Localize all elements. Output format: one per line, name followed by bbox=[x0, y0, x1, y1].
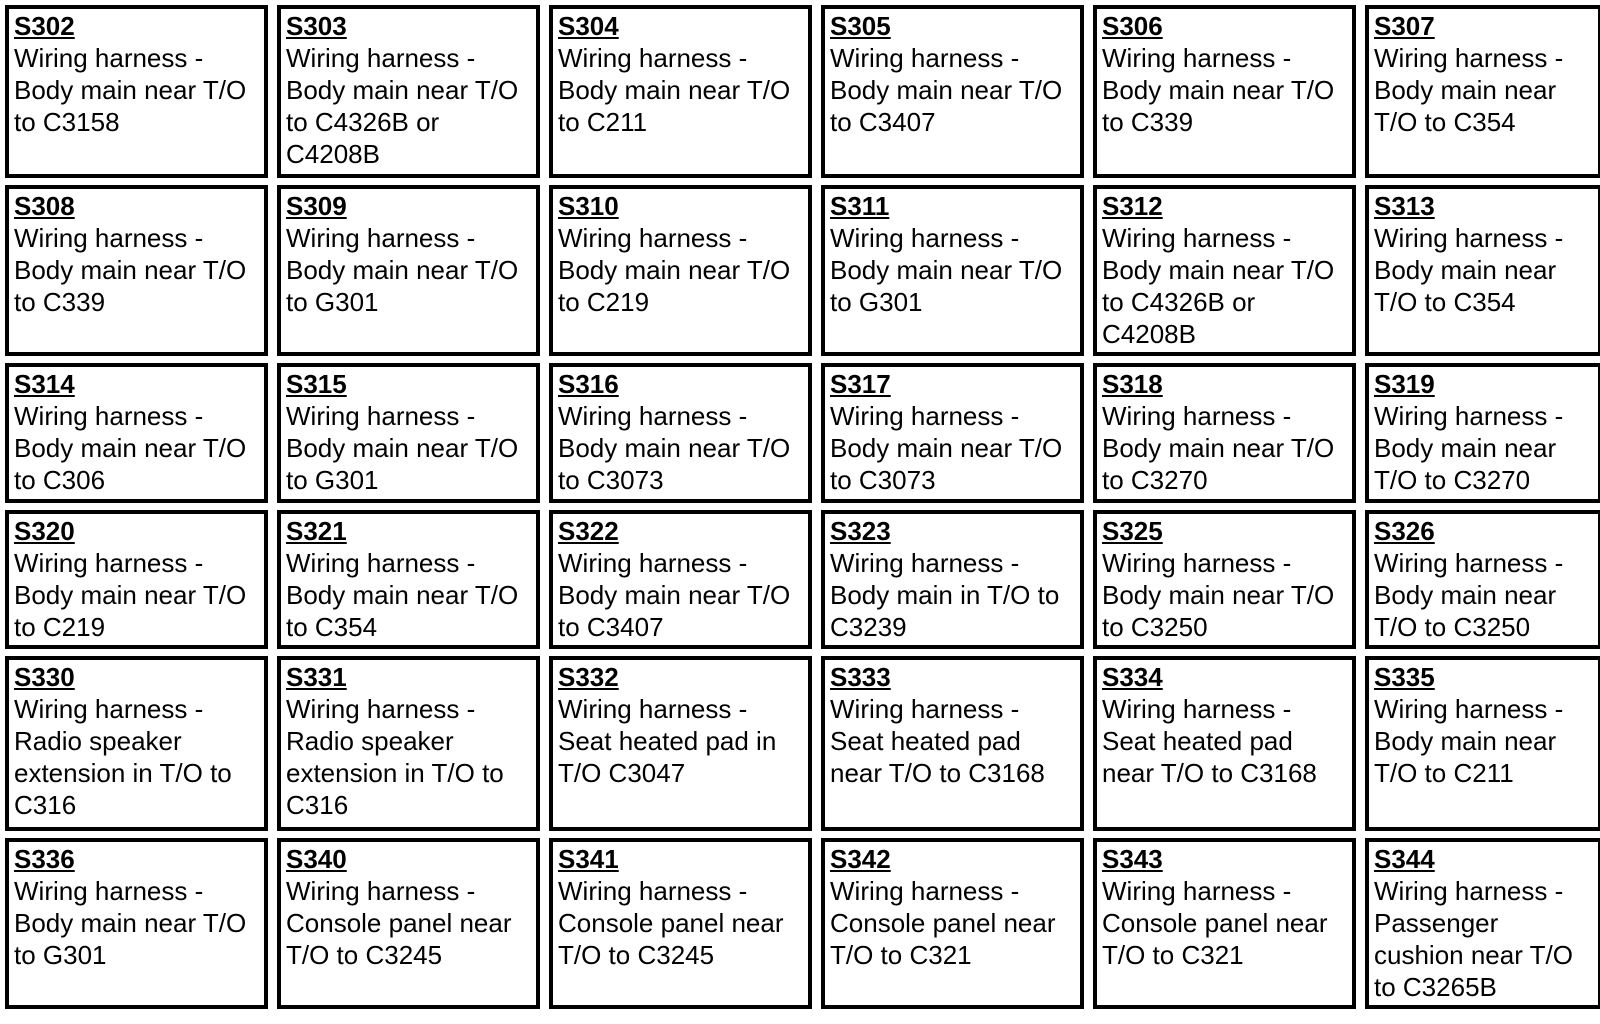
splice-cell bbox=[821, 185, 1084, 356]
splice-description: Wiring harness - Passenger cushion near T/O to C3265B bbox=[1374, 876, 1573, 1002]
splice-cell bbox=[549, 5, 812, 178]
splice-description: Wiring harness - Body main near T/O to G301 bbox=[286, 401, 519, 495]
splice-id: S321 bbox=[286, 516, 347, 546]
splice-id: S335 bbox=[1374, 662, 1435, 692]
splice-cell bbox=[821, 363, 1084, 503]
splice-id: S334 bbox=[1102, 662, 1163, 692]
splice-id: S322 bbox=[558, 516, 619, 546]
splice-cell bbox=[1365, 656, 1600, 831]
splice-cell bbox=[277, 185, 540, 356]
splice-cell bbox=[277, 363, 540, 503]
splice-id: S311 bbox=[830, 191, 890, 221]
splice-id: S318 bbox=[1102, 369, 1163, 399]
splice-description: Wiring harness - Seat heated pad near T/O to C3168 bbox=[1102, 694, 1317, 788]
splice-description: Wiring harness - Body main near T/O to C219 bbox=[14, 548, 247, 642]
splice-description: Wiring harness - Body main near T/O to C3073 bbox=[558, 401, 791, 495]
splice-description: Wiring harness - Radio speaker extension in T/O to C316 bbox=[14, 694, 232, 820]
splice-cell bbox=[549, 838, 812, 1009]
splice-id: S330 bbox=[14, 662, 75, 692]
splice-cell bbox=[549, 656, 812, 831]
splice-description: Wiring harness - Body main near T/O to C354 bbox=[1374, 43, 1564, 137]
splice-description: Wiring harness - Radio speaker extension in T/O to C316 bbox=[286, 694, 504, 820]
splice-id: S319 bbox=[1374, 369, 1435, 399]
splice-description: Wiring harness - Body main near T/O to C3270 bbox=[1102, 401, 1335, 495]
splice-id: S316 bbox=[558, 369, 619, 399]
splice-description: Wiring harness - Body main near T/O to C3250 bbox=[1374, 548, 1564, 642]
splice-id: S305 bbox=[830, 11, 891, 41]
splice-description: Wiring harness - Console panel near T/O to C321 bbox=[1102, 876, 1328, 970]
splice-description: Wiring harness - Body main near T/O to G301 bbox=[286, 223, 519, 317]
splice-description: Wiring harness - Seat heated pad in T/O C3047 bbox=[558, 694, 777, 788]
splice-cell bbox=[5, 656, 268, 831]
splice-cell bbox=[5, 363, 268, 503]
splice-id: S325 bbox=[1102, 516, 1163, 546]
splice-description: Wiring harness - Seat heated pad near T/O to C3168 bbox=[830, 694, 1045, 788]
splice-cell bbox=[549, 185, 812, 356]
splice-id: S314 bbox=[14, 369, 75, 399]
splice-id: S343 bbox=[1102, 844, 1163, 874]
splice-id: S307 bbox=[1374, 11, 1435, 41]
splice-cell bbox=[821, 656, 1084, 831]
splice-cell bbox=[549, 363, 812, 503]
splice-description: Wiring harness - Body main near T/O to C219 bbox=[558, 223, 791, 317]
splice-cell bbox=[1093, 510, 1356, 649]
splice-cell bbox=[5, 5, 268, 178]
splice-cell bbox=[821, 5, 1084, 178]
splice-id: S332 bbox=[558, 662, 619, 692]
splice-description: Wiring harness - Body main near T/O to C3250 bbox=[1102, 548, 1335, 642]
splice-id: S341 bbox=[558, 844, 619, 874]
splice-id: S317 bbox=[830, 369, 891, 399]
splice-cell bbox=[5, 185, 268, 356]
splice-description: Wiring harness - Body main near T/O to C4326B or C4208B bbox=[1102, 223, 1335, 349]
splice-cell bbox=[277, 5, 540, 178]
splice-cell bbox=[1093, 363, 1356, 503]
splice-description: Wiring harness - Body main near T/O to G301 bbox=[830, 223, 1063, 317]
splice-id: S326 bbox=[1374, 516, 1435, 546]
splice-description: Wiring harness - Body main near T/O to C354 bbox=[1374, 223, 1564, 317]
splice-cell bbox=[1093, 656, 1356, 831]
splice-description: Wiring harness - Body main near T/O to C3270 bbox=[1374, 401, 1564, 495]
splice-id: S302 bbox=[14, 11, 75, 41]
splice-id: S323 bbox=[830, 516, 891, 546]
splice-description: Wiring harness - Body main in T/O to C3239 bbox=[830, 548, 1060, 642]
splice-cell bbox=[1365, 838, 1600, 1009]
splice-description: Wiring harness - Body main near T/O to C3158 bbox=[14, 43, 247, 137]
splice-cell bbox=[1093, 838, 1356, 1009]
splice-description: Wiring harness - Console panel near T/O to C321 bbox=[830, 876, 1056, 970]
splice-cell bbox=[1365, 185, 1600, 356]
splice-id: S309 bbox=[286, 191, 347, 221]
splice-description: Wiring harness - Body main near T/O to C3407 bbox=[558, 548, 791, 642]
splice-cell bbox=[5, 838, 268, 1009]
splice-cell bbox=[549, 510, 812, 649]
splice-id: S320 bbox=[14, 516, 75, 546]
splice-description: Wiring harness - Body main near T/O to C211 bbox=[1374, 694, 1564, 788]
splice-id: S312 bbox=[1102, 191, 1163, 221]
splice-description: Wiring harness - Body main near T/O to C3073 bbox=[830, 401, 1063, 495]
splice-cell bbox=[1093, 185, 1356, 356]
splice-cell bbox=[277, 838, 540, 1009]
splice-id: S344 bbox=[1374, 844, 1435, 874]
splice-cell bbox=[821, 838, 1084, 1009]
splice-cell bbox=[277, 656, 540, 831]
splice-id: S331 bbox=[286, 662, 347, 692]
splice-id: S306 bbox=[1102, 11, 1163, 41]
splice-id: S336 bbox=[14, 844, 75, 874]
splice-cell bbox=[1365, 5, 1600, 178]
splice-description: Wiring harness - Body main near T/O to C3407 bbox=[830, 43, 1063, 137]
splice-id: S313 bbox=[1374, 191, 1435, 221]
splice-description: Wiring harness - Body main near T/O to C354 bbox=[286, 548, 519, 642]
splice-description: Wiring harness - Body main near T/O to G301 bbox=[14, 876, 247, 970]
splice-id: S308 bbox=[14, 191, 75, 221]
splice-id: S340 bbox=[286, 844, 347, 874]
splice-id: S333 bbox=[830, 662, 891, 692]
splice-description: Wiring harness - Console panel near T/O to C3245 bbox=[558, 876, 784, 970]
splice-id: S342 bbox=[830, 844, 891, 874]
splice-cell bbox=[1365, 510, 1600, 649]
splice-description: Wiring harness - Body main near T/O to C4326B or C4208B bbox=[286, 43, 519, 169]
splice-description: Wiring harness - Body main near T/O to C339 bbox=[14, 223, 247, 317]
splice-cell bbox=[821, 510, 1084, 649]
splice-cell bbox=[277, 510, 540, 649]
splice-cell bbox=[5, 510, 268, 649]
splice-id: S315 bbox=[286, 369, 347, 399]
splice-description: Wiring harness - Body main near T/O to C306 bbox=[14, 401, 247, 495]
splice-description: Wiring harness - Console panel near T/O to C3245 bbox=[286, 876, 512, 970]
splice-description: Wiring harness - Body main near T/O to C211 bbox=[558, 43, 791, 137]
splice-cell bbox=[1093, 5, 1356, 178]
splice-id: S304 bbox=[558, 11, 619, 41]
splice-id: S310 bbox=[558, 191, 619, 221]
splice-id: S303 bbox=[286, 11, 347, 41]
splice-description: Wiring harness - Body main near T/O to C339 bbox=[1102, 43, 1335, 137]
splice-cell bbox=[1365, 363, 1600, 503]
